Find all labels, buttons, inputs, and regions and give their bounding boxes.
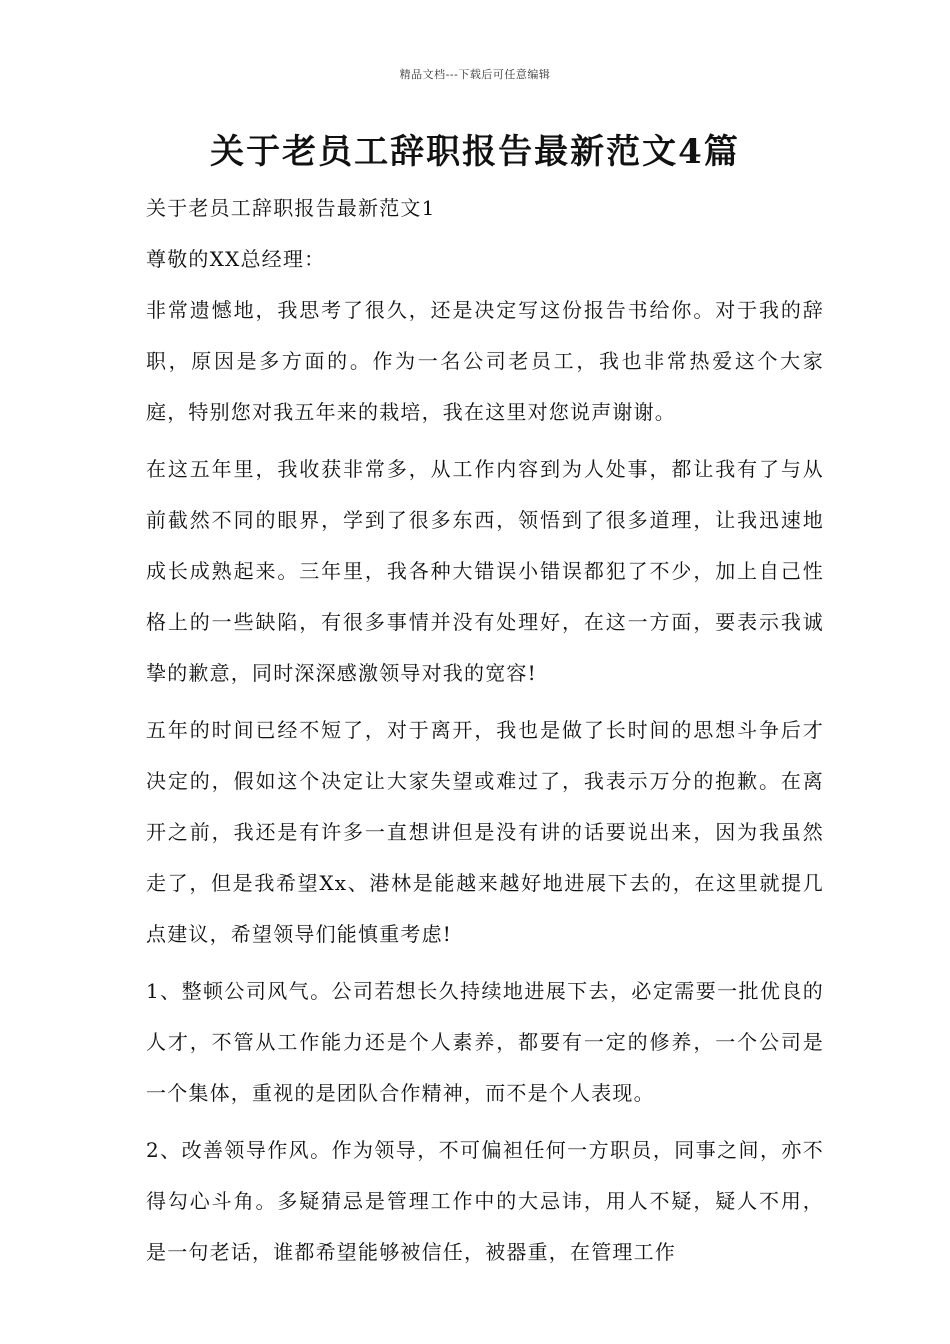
document-body [146,183,824,1284]
paragraph-3: 五年的时间已经不短了，对于离开，我也是做了长时间的思想斗争后才决定的，假如这个决定让大家失望或难过了，我表示万分的抱歉。在离开之前，我还是有许多一直想讲但是没有讲的话要说出来，因为我虽然走了，但是我希望Xx、港林是能越来越好地进展下去的，在这里就提几点建议，希望领导们能慎重考虑! [146,718,824,946]
section-heading: 关于老员工辞职报告最新范文1 [146,196,436,220]
header-note: 精品文档---下载后可任意编辑 [399,68,551,81]
salutation: 尊敬的XX总经理： [146,247,326,271]
paragraph-1: 非常遗憾地，我思考了很久，还是决定写这份报告书给你。对于我的辞职，原因是多方面的。作为一名公司老员工，我也非常热爱这个大家庭，特别您对我五年来的栽培，我在这里对您说声谢谢。 [146,298,824,424]
paragraph-2: 在这五年里，我收获非常多，从工作内容到为人处事，都让我有了与从前截然不同的眼界，学到了很多东西，领悟到了很多道理，让我迅速地成长成熟起来。三年里，我各种大错误小错误都犯了不少，加上自己性格上的一些缺陷，有很多事情并没有处理好，在这一方面，要表示我诚挚的歉意，同时深深感激领导对我的宽容! [146,457,824,685]
document-title: 关于老员工辞职报告最新范文4篇 [210,132,740,172]
paragraph-5: 2、改善领导作风。作为领导，不可偏袒任何一方职员，同事之间，亦不得勾心斗角。多疑猜忌是管理工作中的大忌讳，用人不疑，疑人不用，是一句老话，谁都希望能够被信任，被器重，在管理工作 [146,1138,824,1264]
paragraph-4: 1、整顿公司风气。公司若想长久持续地进展下去，必定需要一批优良的人才，不管从工作能力还是个人素养，都要有一定的修养，一个公司是一个集体，重视的是团队合作精神，而不是个人表现。 [146,979,824,1105]
